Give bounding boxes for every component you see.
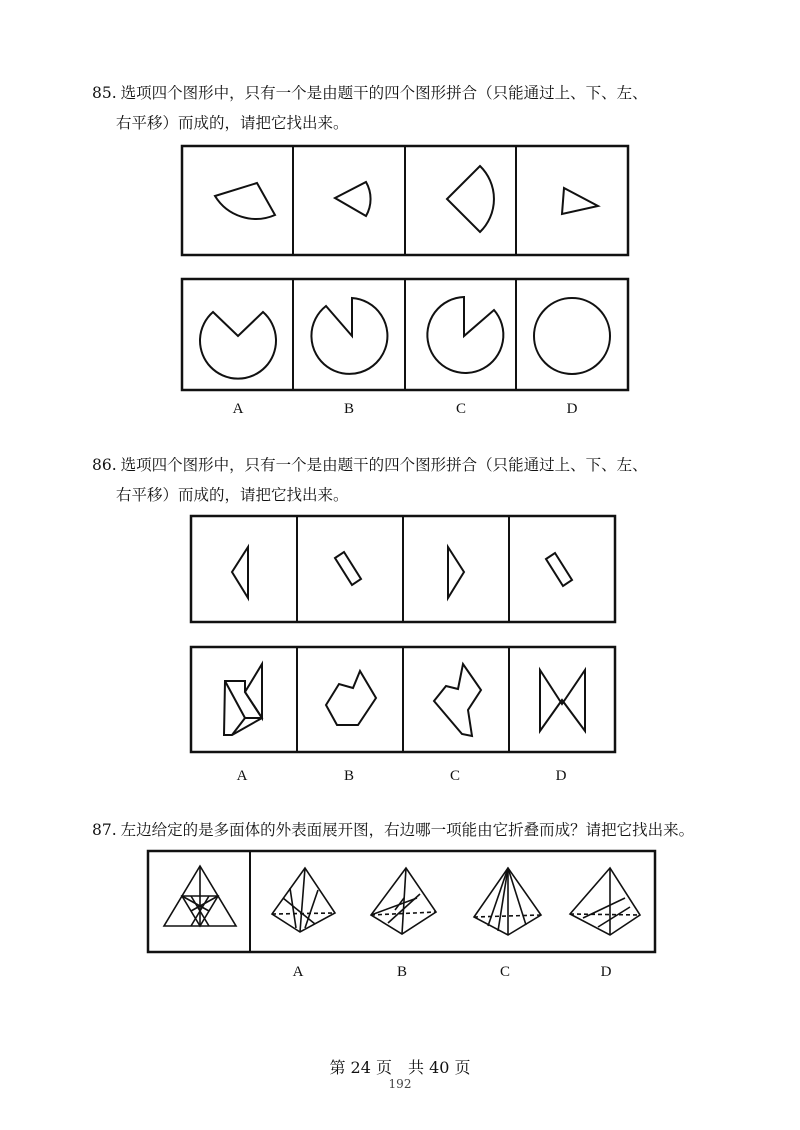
q86-stem-piece-2 <box>335 552 361 585</box>
q86-option-label-d: D <box>555 768 567 784</box>
q85-option-a-shape <box>200 312 276 379</box>
q86-stem-piece-1 <box>232 547 248 598</box>
q85-option-d-shape <box>534 298 610 374</box>
question-number: 87. <box>92 821 117 839</box>
q85-stem-row <box>182 146 628 255</box>
question-number: 85. <box>92 84 117 102</box>
page-footer-text: 第 24 页 共 40 页 <box>329 1058 471 1077</box>
q85-option-c-shape <box>427 297 503 373</box>
q87-option-label-d: D <box>600 964 612 980</box>
q87-row <box>148 851 655 952</box>
q86-option-label-a: A <box>236 768 248 784</box>
q86-stem-piece-3 <box>448 547 464 598</box>
q85-options-row <box>182 279 628 390</box>
q85-stem-sector-1 <box>215 183 275 219</box>
q85-stem-sector-3 <box>447 166 494 232</box>
q85-stem-sector-2 <box>335 182 371 216</box>
question-number: 86. <box>92 456 117 474</box>
q87-net-figure <box>164 866 236 926</box>
question-line-2: 右平移）而成的，请把它找出来。 <box>116 486 349 504</box>
q87-option-label-a: A <box>292 964 304 980</box>
q86-option-c-shape <box>434 664 481 736</box>
q87-option-label-b: B <box>396 964 408 980</box>
q86-option-d-shape <box>540 670 585 731</box>
q86-options-row <box>191 647 615 752</box>
q85-option-label-b: B <box>343 401 355 417</box>
q87-option-d-pyramid <box>570 868 640 935</box>
q85-option-b-shape <box>311 298 387 374</box>
q87-option-a-pyramid <box>272 868 335 932</box>
q85-option-label-d: D <box>566 401 578 417</box>
q86-stem-row <box>191 516 615 622</box>
q85-option-label-c: C <box>455 401 467 417</box>
question-line-2: 右平移）而成的，请把它找出来。 <box>116 114 349 132</box>
question-line-1: 选项四个图形中，只有一个是由题干的四个图形拼合（只能通过上、下、左、 <box>120 84 648 102</box>
q86-option-label-c: C <box>449 768 461 784</box>
question-line-1: 选项四个图形中，只有一个是由题干的四个图形拼合（只能通过上、下、左、 <box>120 456 648 474</box>
q86-stem-piece-4 <box>546 553 572 586</box>
q85-stem-sector-4 <box>562 188 598 214</box>
q86-option-b-shape <box>326 671 376 725</box>
question-line-1: 左边给定的是多面体的外表面展开图，右边哪一项能由它折叠而成？请把它找出来。 <box>120 821 695 839</box>
q87-option-label-c: C <box>499 964 511 980</box>
page-number: 192 <box>388 1077 412 1091</box>
q86-option-a-shape <box>224 664 262 735</box>
q85-option-label-a: A <box>232 401 244 417</box>
q86-option-label-b: B <box>343 768 355 784</box>
q87-option-c-pyramid <box>474 868 541 935</box>
q87-option-b-pyramid <box>371 868 436 934</box>
